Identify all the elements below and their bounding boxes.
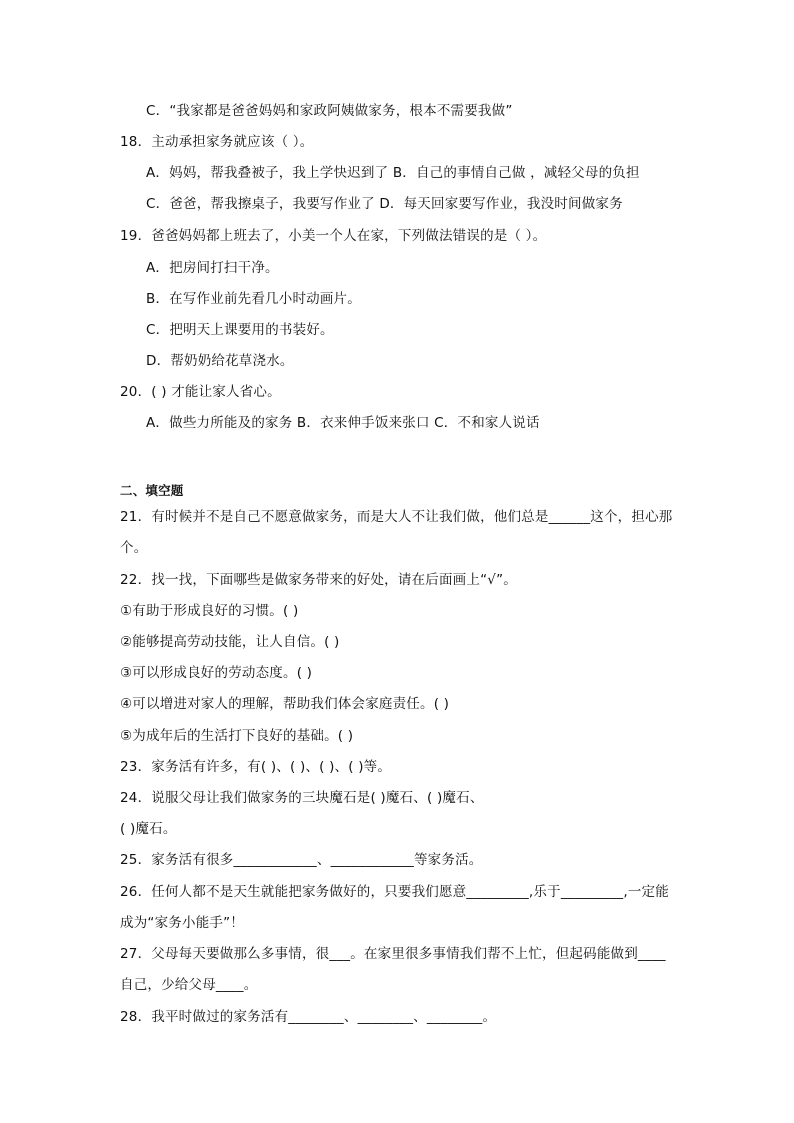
q19-stem: 19．爸爸妈妈都上班去了，小美一个人在家，下列做法错误的是（ ）。: [120, 228, 547, 244]
q19-option-d: D．帮奶奶给花草浇水。: [146, 353, 294, 369]
q24-line1: 24．说服父母让我们做家务的三块魔石是( )魔石、( )魔石、: [120, 790, 484, 806]
q22-item: ①有助于形成良好的习惯。( ): [120, 603, 299, 619]
section-title-fill-in: 二、填空题: [120, 483, 184, 498]
q21-line1: 21．有时候并不是自己不愿意做家务，而是大人不让我们做，他们总是______这个，担心那: [120, 509, 673, 525]
q26-line2: 成为“家务小能手”！: [120, 915, 244, 931]
q18-option-c-d: C．爸爸，帮我擦桌子，我要写作业了 D．每天回家要写作业，我没时间做家务: [146, 196, 623, 212]
q19-option-c: C．把明天上课要用的书装好。: [146, 322, 334, 338]
q26-line1: 26．任何人都不是天生就能把家务做好的，只要我们愿意_________,乐于_________,一定能: [120, 884, 669, 900]
q18-stem: 18．主动承担家务就应该（ ）。: [120, 134, 314, 150]
q27-line2: 自己，少给父母____。: [120, 977, 258, 993]
q22-item: ③可以形成良好的劳动态度。( ): [120, 665, 313, 681]
q21-line2: 个。: [120, 540, 148, 556]
q24-line2: ( )魔石。: [120, 821, 177, 837]
q19-option-b: B．在写作业前先看几小时动画片。: [146, 291, 361, 307]
q20-stem: 20．( ) 才能让家人省心。: [120, 384, 281, 400]
q22-item: ②能够提高劳动技能，让人自信。( ): [120, 634, 340, 650]
q22-item: ⑤为成年后的生活打下良好的基础。( ): [120, 728, 354, 744]
q23-stem: 23．家务活有许多，有( )、( )、( )、( )等。: [120, 759, 392, 775]
q28-stem: 28．我平时做过的家务活有________、________、________。: [120, 1009, 497, 1025]
q17-option-c: C．“我家都是爸爸妈妈和家政阿姨做家务，根本不需要我做”: [146, 103, 513, 119]
q22-stem: 22．找一找，下面哪些是做家务带来的好处，请在后面画上“√”。: [120, 572, 517, 588]
q25-stem: 25．家务活有很多____________、____________等家务活。: [120, 852, 483, 868]
q27-line1: 27．父母每天要做那么多事情，很___。在家里很多事情我们帮不上忙，但起码能做到____: [120, 946, 666, 962]
q18-option-a-b: A．妈妈，帮我叠被子，我上学快迟到了 B．自己的事情自己做 ，减轻父母的负担: [146, 165, 640, 181]
q19-option-a: A．把房间打扫干净。: [146, 260, 279, 276]
q20-options: A．做些力所能及的家务 B．衣来伸手饭来张口 C．不和家人说话: [146, 415, 540, 431]
q22-item: ④可以增进对家人的理解，帮助我们体会家庭责任。( ): [120, 696, 450, 712]
